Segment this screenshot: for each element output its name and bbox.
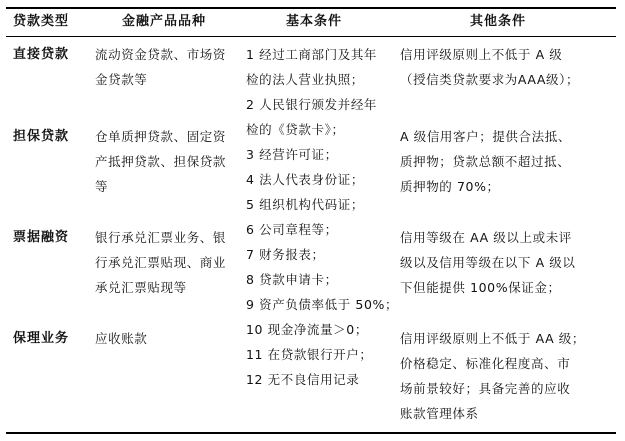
other-condition-line: （授信类贷款要求为AAA级）； [400,72,580,87]
row-direct-loan-products [95,42,226,92]
basic-condition-line: 4 法人代表身份证； [246,172,364,187]
product-line: 等 [95,179,109,194]
basic-condition-line: 12 无不良信用记录 [246,372,360,387]
basic-condition-line: 5 组织机构代码证； [246,197,364,212]
other-condition-line: 质押物；贷款总额不超过抵、 [400,154,571,169]
other-condition-line: 价格稳定、标准化程度高、市 [400,356,571,371]
basic-condition-line: 检的《贷款卡》； [246,122,345,137]
other-condition-line: 信用等级在 AA 级以上或未评 [400,230,572,245]
basic-condition-line: 2 人民银行颁发并经年 [246,97,378,112]
product-line: 流动资金贷款、市场资 [95,47,227,62]
other-condition-line: A 级信用客户；提供合法抵、 [400,129,571,144]
product-line: 银行承兑汇票业务、银 [95,230,227,245]
row-direct-loan-type: 直接贷款 [13,47,70,62]
other-condition-line: 账款管理体系 [400,406,479,421]
row-bill-financing-products [95,225,226,300]
row-factoring-type: 保理业务 [13,331,70,346]
other-condition-line: 信用评级原则上不低于 AA 级； [400,331,585,346]
basic-condition-line: 6 公司章程等； [246,222,338,237]
row-guarantee-loan-products [95,124,226,199]
product-line: 承兑汇票贴现等 [95,280,187,295]
basic-conditions-list [246,42,398,392]
other-condition-line: 质押物的 70%； [400,179,500,194]
header-other-conditions: 其他条件 [470,14,527,29]
basic-condition-line: 9 资产负债率低于 50%； [246,297,399,312]
table-top-rule [6,7,616,9]
basic-condition-line: 3 经营许可证； [246,147,338,162]
other-condition-line: 下但能提供 100%保证金； [400,280,561,295]
product-line: 行承兑汇票贴现、商业 [95,255,227,270]
product-line: 金贷款等 [95,72,148,87]
header-basic-conditions: 基本条件 [286,14,343,29]
product-line: 产抵押贷款、担保贷款 [95,154,227,169]
row-direct-loan-others [400,42,579,92]
row-guarantee-loan-others [400,124,571,199]
row-factoring-products [95,326,147,351]
header-loan-type: 贷款类型 [13,14,70,29]
product-line: 应收账款 [95,331,148,346]
row-bill-financing-others [400,225,576,300]
basic-condition-line: 检的法人营业执照； [246,72,364,87]
header-product-type: 金融产品品种 [122,14,207,29]
basic-condition-line: 7 财务报表； [246,247,325,262]
row-guarantee-loan-type: 担保贷款 [13,129,70,144]
row-factoring-others [400,326,585,426]
product-line: 仓单质押贷款、固定资 [95,129,227,144]
other-condition-line: 级以及信用等级在以下 A 级以 [400,255,576,270]
basic-condition-line: 8 贷款申请卡； [246,272,338,287]
basic-condition-line: 11 在贷款银行开户； [246,347,373,362]
basic-condition-line: 1 经过工商部门及其年 [246,47,378,62]
header-rule [6,36,616,37]
other-condition-line: 场前景较好；具备完善的应收 [400,381,571,396]
basic-condition-line: 10 现金净流量＞0； [246,322,368,337]
other-condition-line: 信用评级原则上不低于 A 级 [400,47,563,62]
row-bill-financing-type: 票据融资 [13,230,70,245]
table-bottom-rule [6,432,616,434]
